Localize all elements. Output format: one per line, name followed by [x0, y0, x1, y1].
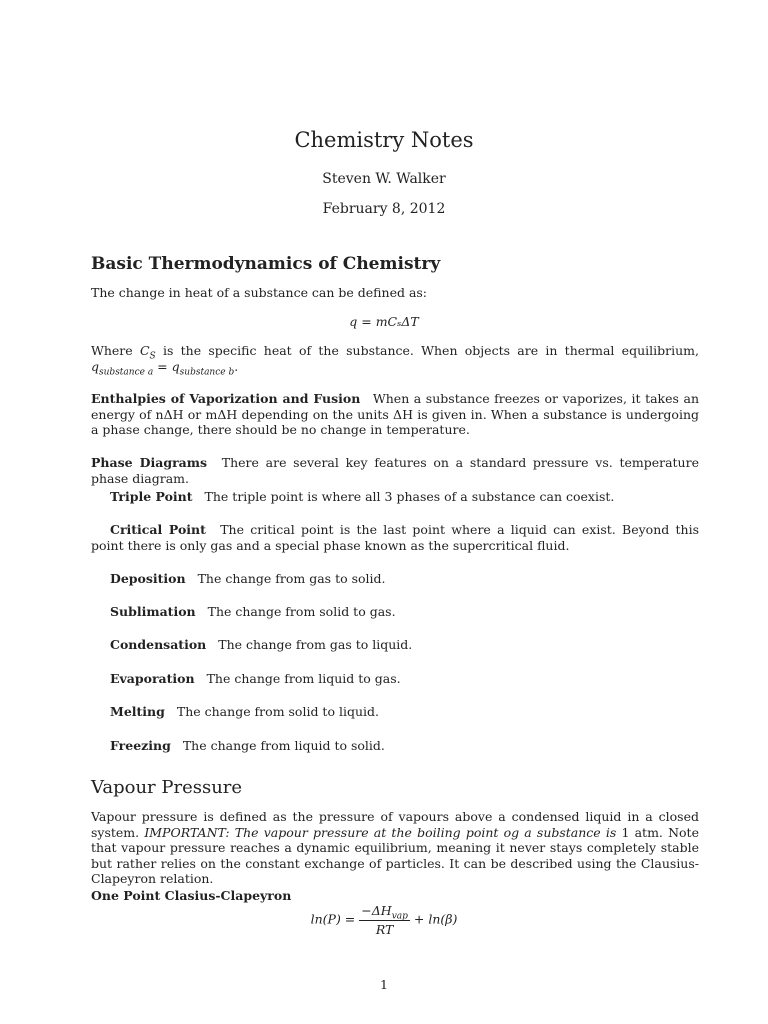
enthalpy-text: When a substance freezes or vaporizes, it takes an energy of nΔH or mΔH depending on the units ΔH is given in. When a substance is undergoing a phase change, there should be no change in temperature.	[91, 391, 699, 437]
important-note: IMPORTANT: The vapour pressure at the boiling point og a substance is	[144, 824, 617, 840]
term-condensation	[110, 637, 699, 653]
paragraph-vapour-pressure	[91, 809, 699, 887]
equation-clausius-clapeyron	[0, 903, 768, 937]
page-number: 1	[380, 977, 388, 992]
document-date: February 8, 2012	[322, 201, 446, 217]
atm-value: 1 atm.	[621, 824, 663, 840]
term-sublimation	[110, 604, 699, 620]
term-label: Triple Point	[110, 489, 193, 504]
q-substance-a: $q_{substance a}$	[91, 358, 154, 377]
term-freezing	[110, 738, 699, 754]
phase-diagrams-heading: Phase Diagrams	[91, 455, 208, 470]
term-definition: The change from liquid to gas.	[206, 671, 401, 686]
equation-heat: q = mCₛΔT	[349, 314, 419, 329]
term-deposition	[110, 571, 699, 587]
term-definition: The change from gas to solid.	[197, 571, 386, 586]
equals-sign: =	[157, 358, 168, 374]
term-label: Deposition	[110, 571, 186, 586]
eq-rhs: + ln(β)	[413, 911, 458, 927]
term-definition: The change from solid to liquid.	[176, 704, 379, 719]
eq-fraction: $\frac{-\Delta H_{vap}}{RT}$	[361, 903, 408, 937]
eq-lhs: ln(P) =	[310, 911, 356, 927]
term-definition: The change from liquid to solid.	[182, 738, 385, 753]
term-label: Melting	[110, 704, 165, 719]
term-definition: The triple point is where all 3 phases of a substance can coexist.	[204, 489, 615, 504]
term-critical-point	[91, 522, 699, 553]
specific-heat-text: is the specific heat of the substance. When objects are in thermal equilibrium,	[162, 343, 699, 358]
term-triple-point	[110, 489, 699, 505]
document-author: Steven W. Walker	[322, 171, 446, 187]
term-definition: The critical point is the last point where a liquid can exist. Beyond this point there is only gas and a special phase known as the supercritical fluid.	[91, 522, 699, 553]
section-heading-vapour-pressure: Vapour Pressure	[91, 777, 243, 798]
paragraph-specific-heat: Where $C_S$ is the specific heat of the substance. When objects are in thermal equilibrium, $q_{substance a} = q_{substance b}$.	[91, 343, 699, 377]
enthalpy-heading: Enthalpies of Vaporization and Fusion	[91, 391, 361, 406]
document-title: Chemistry Notes	[294, 128, 474, 152]
section-heading-thermodynamics: Basic Thermodynamics of Chemistry	[91, 254, 441, 274]
term-label: Evaporation	[110, 671, 195, 686]
term-label: Freezing	[110, 738, 171, 753]
cs-symbol: $C_S$	[139, 343, 156, 362]
term-label: Critical Point	[110, 522, 206, 537]
one-point-heading: One Point Clasius-Clapeyron	[91, 888, 292, 903]
vapour-equilibrium-text: Note that vapour pressure reaches a dynamic equilibrium, meaning it never stays completely stable but rather relies on the constant exchange of particles. It can be described using the Clausius-Clapeyron relation.	[91, 824, 699, 886]
paragraph-intro: The change in heat of a substance can be defined as:	[91, 285, 428, 300]
paragraph-enthalpies	[91, 391, 699, 438]
term-melting	[110, 704, 699, 720]
paragraph-phase-diagrams	[91, 455, 699, 486]
term-evaporation	[110, 671, 699, 687]
where-text: Where	[91, 343, 133, 358]
term-definition: The change from gas to liquid.	[218, 637, 413, 652]
term-definition: The change from solid to gas.	[207, 604, 396, 619]
term-label: Sublimation	[110, 604, 196, 619]
phase-diagrams-text: There are several key features on a standard pressure vs. temperature phase diagram.	[91, 455, 699, 486]
vapour-definition: Vapour pressure is defined as the pressure of vapours above a condensed liquid in a closed system.	[91, 809, 699, 840]
term-label: Condensation	[110, 637, 207, 652]
q-substance-b: $q_{substance b}$	[171, 358, 235, 377]
